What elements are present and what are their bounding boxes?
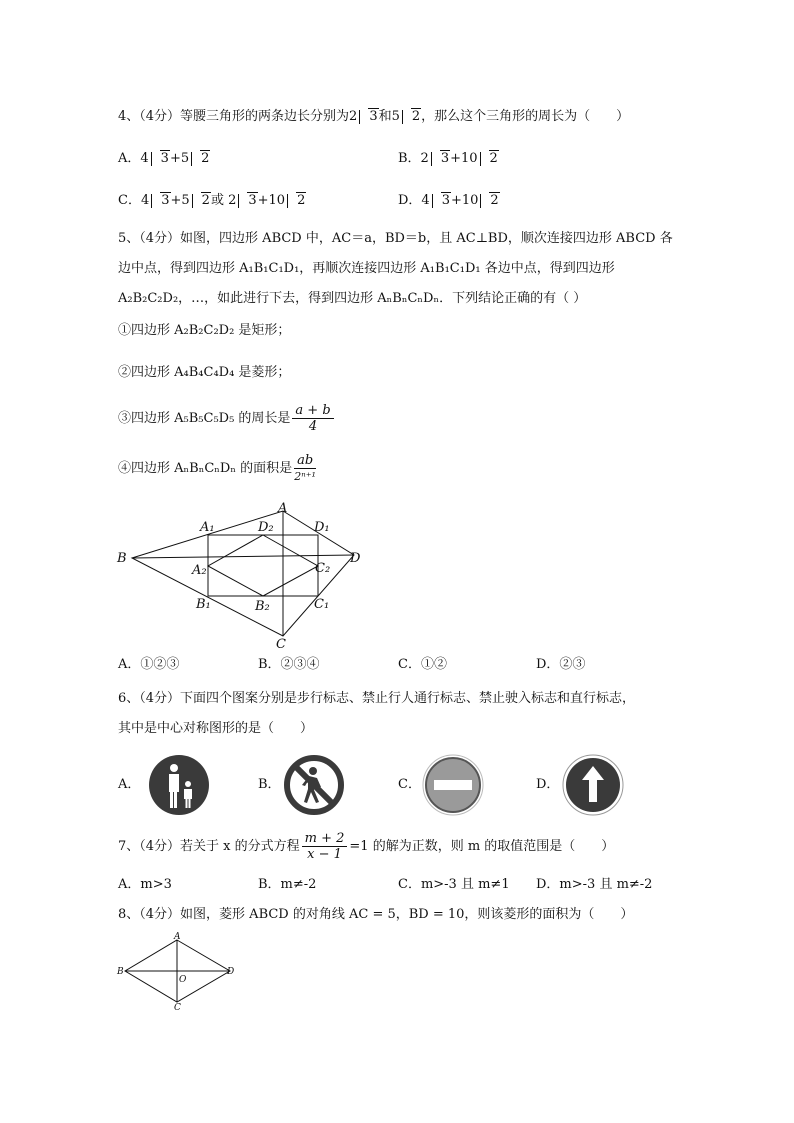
q5-quadrilateral-figure [112,500,382,655]
label-b2: B₂ [255,599,270,614]
q7-option-c[interactable]: C．m>-3 且 m≠1 [398,877,510,892]
q6-option-b[interactable]: B． [258,777,281,792]
label-b1: B₁ [196,597,211,612]
label-c: C [276,637,286,652]
q7-option-b[interactable]: B．m≠-2 [258,877,317,892]
no-pedestrian-sign-icon [283,754,345,816]
sqrt-symbol: 3 [359,108,378,126]
label-c: C [174,1003,181,1012]
q4-option-d[interactable]: D．4 3+10 2 [398,193,499,208]
q5-statement-3: ③四边形 A₅B₅C₅D₅ 的周长是 $\frac{a + b}{4}$ [118,402,336,436]
q5-line3: A₂B₂C₂D₂，…，如此进行下去，得到四边形 AₙBₙCₙDₙ．下列结论正确的有（ ） [118,291,587,306]
q4-option-c[interactable]: C．4 3+5 2或 2 3+10 2 [118,193,306,208]
q5-line1: 5、（4分）如图，四边形 ABCD 中，AC＝a，BD＝b，且 AC⊥BD，顺次连接四边形 ABCD 各 [118,231,673,246]
label-d2: D₂ [258,520,274,535]
label-o: O [179,975,187,985]
q7-stem: 7、（4分）若关于 x 的分式方程 $\frac{m + 2}{x - 1}$ =1 的解为正数，则 m 的取值范围是（ ） [118,831,615,862]
label-c2: C₂ [315,561,331,576]
label-d: D [227,967,235,977]
q8-rhombus-figure [115,932,240,1012]
label-d1: D₁ [314,520,330,535]
q6-line1: 6、（4分）下面四个图案分别是步行标志、禁止行人通行标志、禁止驶入标志和直行标志， [118,691,636,706]
q4-option-a[interactable]: A．4 3+5 2 [118,151,210,166]
q5-statement-2: ②四边形 A₄B₄C₄D₄ 是菱形； [118,365,291,380]
q4-stem: 4、（4分）等腰三角形的两条边长分别为2 3和5 2，那么这个三角形的周长为（ ） [118,109,630,124]
q6-option-a[interactable]: A． [118,777,141,792]
label-b: B [117,551,127,566]
label-a: A [174,932,181,942]
q5-line2: 边中点，得到四边形 A₁B₁C₁D₁，再顺次连接四边形 A₁B₁C₁D₁ 各边中点，得到四边形 [118,261,615,276]
q6-line2: 其中是中心对称图形的是（ ） [118,721,314,736]
label-a1: A₁ [200,520,215,535]
diagonal-bd [132,555,354,558]
pedestrian-sign-icon [148,754,210,816]
label-b: B [117,967,124,977]
fraction: $\frac{ab}{\text{2ⁿ⁺¹}}$ [294,453,316,483]
fraction: $\frac{m + 2}{x - 1}$ [302,831,348,862]
fraction: $\frac{a + b}{4}$ [292,403,333,434]
label-a2: A₂ [192,563,207,578]
label-a: A [278,501,288,516]
q7-option-a[interactable]: A．m>3 [118,877,172,892]
q5-option-a[interactable]: A．①②③ [118,657,180,672]
q5-statement-1: ①四边形 A₂B₂C₂D₂ 是矩形； [118,323,291,338]
q5-statement-4: ④四边形 AₙBₙCₙDₙ 的面积是 $\frac{ab}{\text{2ⁿ⁺¹}}$ [118,453,316,483]
quad-a2b2c2d2 [208,535,318,596]
no-entry-sign-icon [422,754,484,816]
q5-option-c[interactable]: C．①② [398,657,447,672]
label-c1: C₁ [314,597,330,612]
sqrt-symbol: 2 [402,108,421,126]
q8-stem: 8、（4分）如图，菱形 ABCD 的对角线 AC = 5，BD = 10，则该菱形的面积为（ ） [118,907,634,922]
q5-option-d[interactable]: D．②③ [536,657,586,672]
q6-option-d[interactable]: D． [536,777,560,792]
q4-option-b[interactable]: B．2 3+10 2 [398,151,498,166]
q5-option-b[interactable]: B．②③④ [258,657,320,672]
straight-ahead-sign-icon [562,754,624,816]
q6-option-c[interactable]: C． [398,777,421,792]
quad-a1b1c1d1 [208,535,318,596]
label-d: D [350,551,361,566]
q7-option-d[interactable]: D．m>-3 且 m≠-2 [536,877,653,892]
